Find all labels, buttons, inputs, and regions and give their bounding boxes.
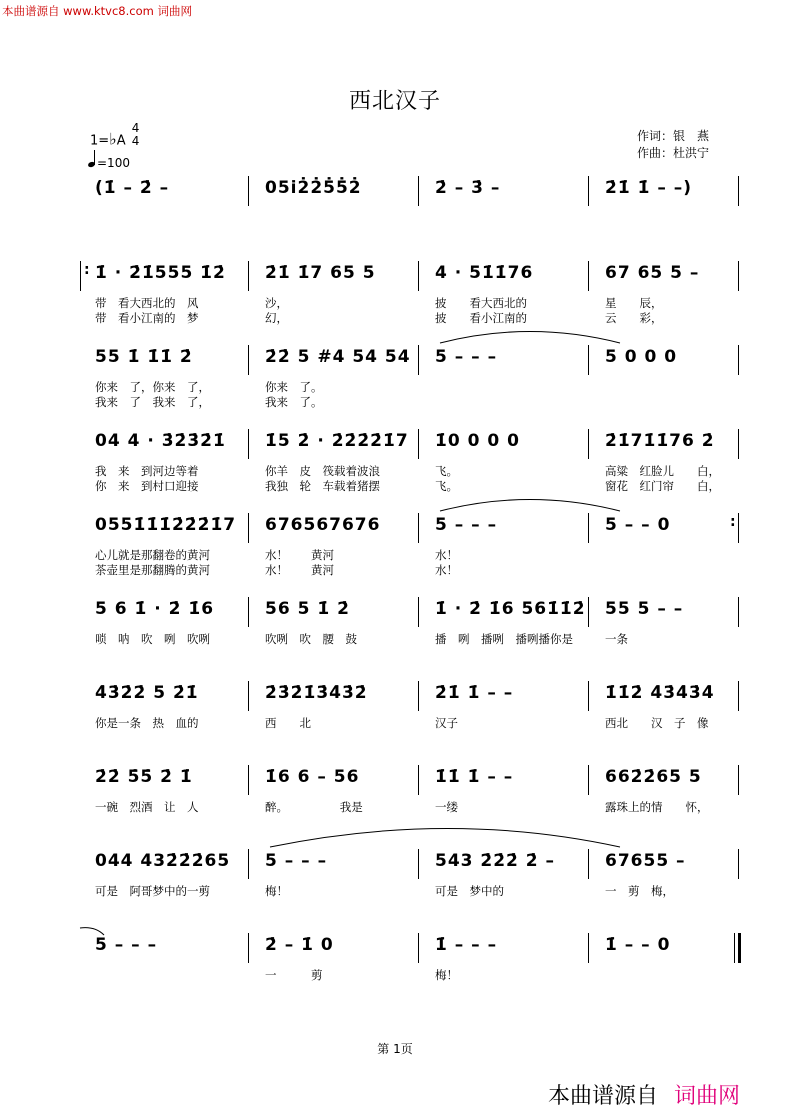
lyric-line: 西 北 [265,716,311,730]
site-watermark: 本曲谱源自 www.ktvc8.com 词曲网 [2,4,192,18]
measure-notes: 1̇1̇ 1̇ – – [435,767,514,787]
lyric-line: 西北 汉 子 像 [605,716,709,730]
measure-notes: 2̇3̇2̇1̇3̇4̇3̇2̇ [265,683,368,703]
lyric-line: 我独 轮 车载着猪摆 [265,479,380,493]
measure-notes: 2̇1̇ 1̇ – –) [605,178,693,198]
measure-notes: (1̇ – 2̇ – [95,178,170,198]
song-title: 西北汉子 [348,89,441,114]
measure-notes: 55 1̇ 1̇1̇ 2̇ [95,347,193,367]
lyric-line: 我来 了。 [265,395,323,409]
lyric-line: 醉。 我是 [265,800,363,814]
measure-notes: 55 5 – – [605,599,684,619]
lyric-line: 一 剪 [265,968,323,982]
measure-notes: 2̇ – 3̇ – [435,178,501,198]
page-number: 第 1页 [377,1042,413,1056]
slur-arc [270,829,620,848]
lyric-line: 沙， [265,296,288,310]
lyric-line: 带 看大西北的 风 [95,296,199,310]
lyric-line: 你 来 到村口迎接 [95,479,199,493]
key-note: A [116,133,126,149]
lyric-line: 飞。 [435,479,458,493]
measure-notes: 05i̇2̇2̇5̇5̇2̇ [265,178,362,198]
lyric-line: 水！ 黄河 [265,563,334,577]
measure-notes: 543 2̇2̇2̇ 2̇ – [435,851,556,871]
measure-notes: 0551̇1̇1̇2̇2̇2̇1̇7 [95,515,237,535]
lyric-line: 带 看小江南的 梦 [95,311,199,325]
lyric-line: 水！ [435,548,458,562]
measure-notes: 2̇ – 1̇ 0 [265,935,334,955]
measure-notes: 676567676 [265,515,381,535]
measure-notes: 67655 – [605,851,686,871]
measure-notes: 1̇0 0 0 0 [435,431,520,451]
slur-arc [440,500,620,512]
tempo-value: =100 [97,156,130,170]
repeat-dots: : [84,262,90,278]
measure-notes: 5 – – – [95,935,158,955]
lyric-line: 你羊 皮 筏载着波浪 [265,464,380,478]
measure-notes: 4̇3̇2̇2̇ 5 2̇1̇ [95,683,199,703]
measure-notes: 1̇1̇2̇ 4̇3̇4̇3̇4̇ [605,683,715,703]
lyric-line: 星 辰， [605,296,663,310]
measure-notes: 044 432̇2̇2̇65 [95,851,231,871]
key-label: 1= [90,133,110,149]
measure-notes: 1̇ – – – [435,935,498,955]
measure-notes: 1̇5 2̇ · 2̇2̇2̇2̇1̇7 [265,431,409,451]
lyric-line: 窗花 红门帘 白， [605,479,720,493]
measure-notes: 5 – – 0 [605,515,671,535]
measure-notes: 5 – – – [265,851,328,871]
lyric-line: 梅！ [435,968,458,982]
time-top: 4 [131,121,140,135]
lyric-line: 茶壶里是那翻腾的黄河 [95,563,210,577]
time-bottom: 4 [131,134,140,148]
measure-notes: 2̇2̇ 5 #4 54 54 [265,347,411,367]
flat-sign: ♭ [109,129,117,149]
measure-notes: 5 6 1̇ · 2̇ 1̇6 [95,599,215,619]
lyric-line: 一条 [605,632,628,646]
lyric-line: 一缕 [435,800,458,814]
lyric-line: 露珠上的情 怀， [605,800,709,814]
slur-arc [440,332,620,344]
lyric-line: 高粱 红脸儿 白， [605,464,720,478]
measure-notes: 2̇1̇71̇1̇76 2̇ [605,431,715,451]
lyric-line: 你是一条 热 血的 [95,716,199,730]
measure-notes: 1̇6 6 – 56 [265,767,360,787]
lyric-line: 水！ 黄河 [265,548,334,562]
measure-notes: 1̇ – – 0 [605,935,671,955]
lyric-line: 可是 阿哥梦中的一剪 [95,884,210,898]
composer: 作曲：杜洪宁 [637,146,710,160]
lyric-line: 幻， [265,311,288,325]
measure-notes: 1̇ · 2̇1̇555 1̇2̇ [95,263,226,283]
lyric-line: 吹咧 吹 腰 鼓 [265,632,357,646]
slur-arc [80,928,104,935]
measure-notes: 662̇2̇65 5 [605,767,702,787]
measure-notes: 2̇1̇ 1̇7 65 5 [265,263,376,283]
lyric-line: 我 来 到河边等着 [95,464,199,478]
lyric-line: 披 看大西北的 [435,296,527,310]
lyric-line: 一 剪 梅， [605,884,674,898]
measure-notes: 56 5 1̇ 2̇ [265,599,350,619]
lyric-line: 披 看小江南的 [435,311,527,325]
lyric-line: 播 咧 播咧 播咧播你是 [435,632,573,646]
site-brand: 词曲网 [674,1084,741,1109]
lyricist: 作词：银 燕 [637,129,710,143]
lyric-line: 心儿就是那翻卷的黄河 [95,548,210,562]
measure-notes: 5 – – – [435,347,498,367]
lyric-line: 我来 了 我来 了， [95,395,210,409]
lyric-line: 你来 了。 [265,380,323,394]
site-name: 本曲谱源自 [548,1084,659,1109]
lyric-line: 云 彩， [605,311,663,325]
measure-notes: 5 0 0 0 [605,347,678,367]
measure-notes: 1̇ · 2̇ 1̇6 561̇1̇2̇ [435,599,586,619]
repeat-end-dots: : [730,514,736,530]
measure-notes: 2̇2̇ 5̇5̇ 2̇ 1̇ [95,767,193,787]
measure-notes: 04 4 · 3̇2̇3̇2̇1̇ [95,431,226,451]
lyric-line: 汉子 [435,716,458,730]
lyric-line: 飞。 [435,464,458,478]
lyric-line: 你来 了，你来 了， [95,380,210,394]
measure-notes: 2̇1̇ 1̇ – – [435,683,514,703]
measure-notes: 67 65 5 – [605,263,700,283]
measure-notes: 4 · 51̇1̇76 [435,263,534,283]
lyric-line: 水！ [435,563,458,577]
lyric-line: 梅！ [265,884,288,898]
lyric-line: 一碗 烈酒 让 人 [95,800,199,814]
measure-notes: 5 – – – [435,515,498,535]
lyric-line: 可是 梦中的 [435,884,504,898]
lyric-line: 唢 呐 吹 咧 吹咧 [95,632,210,646]
